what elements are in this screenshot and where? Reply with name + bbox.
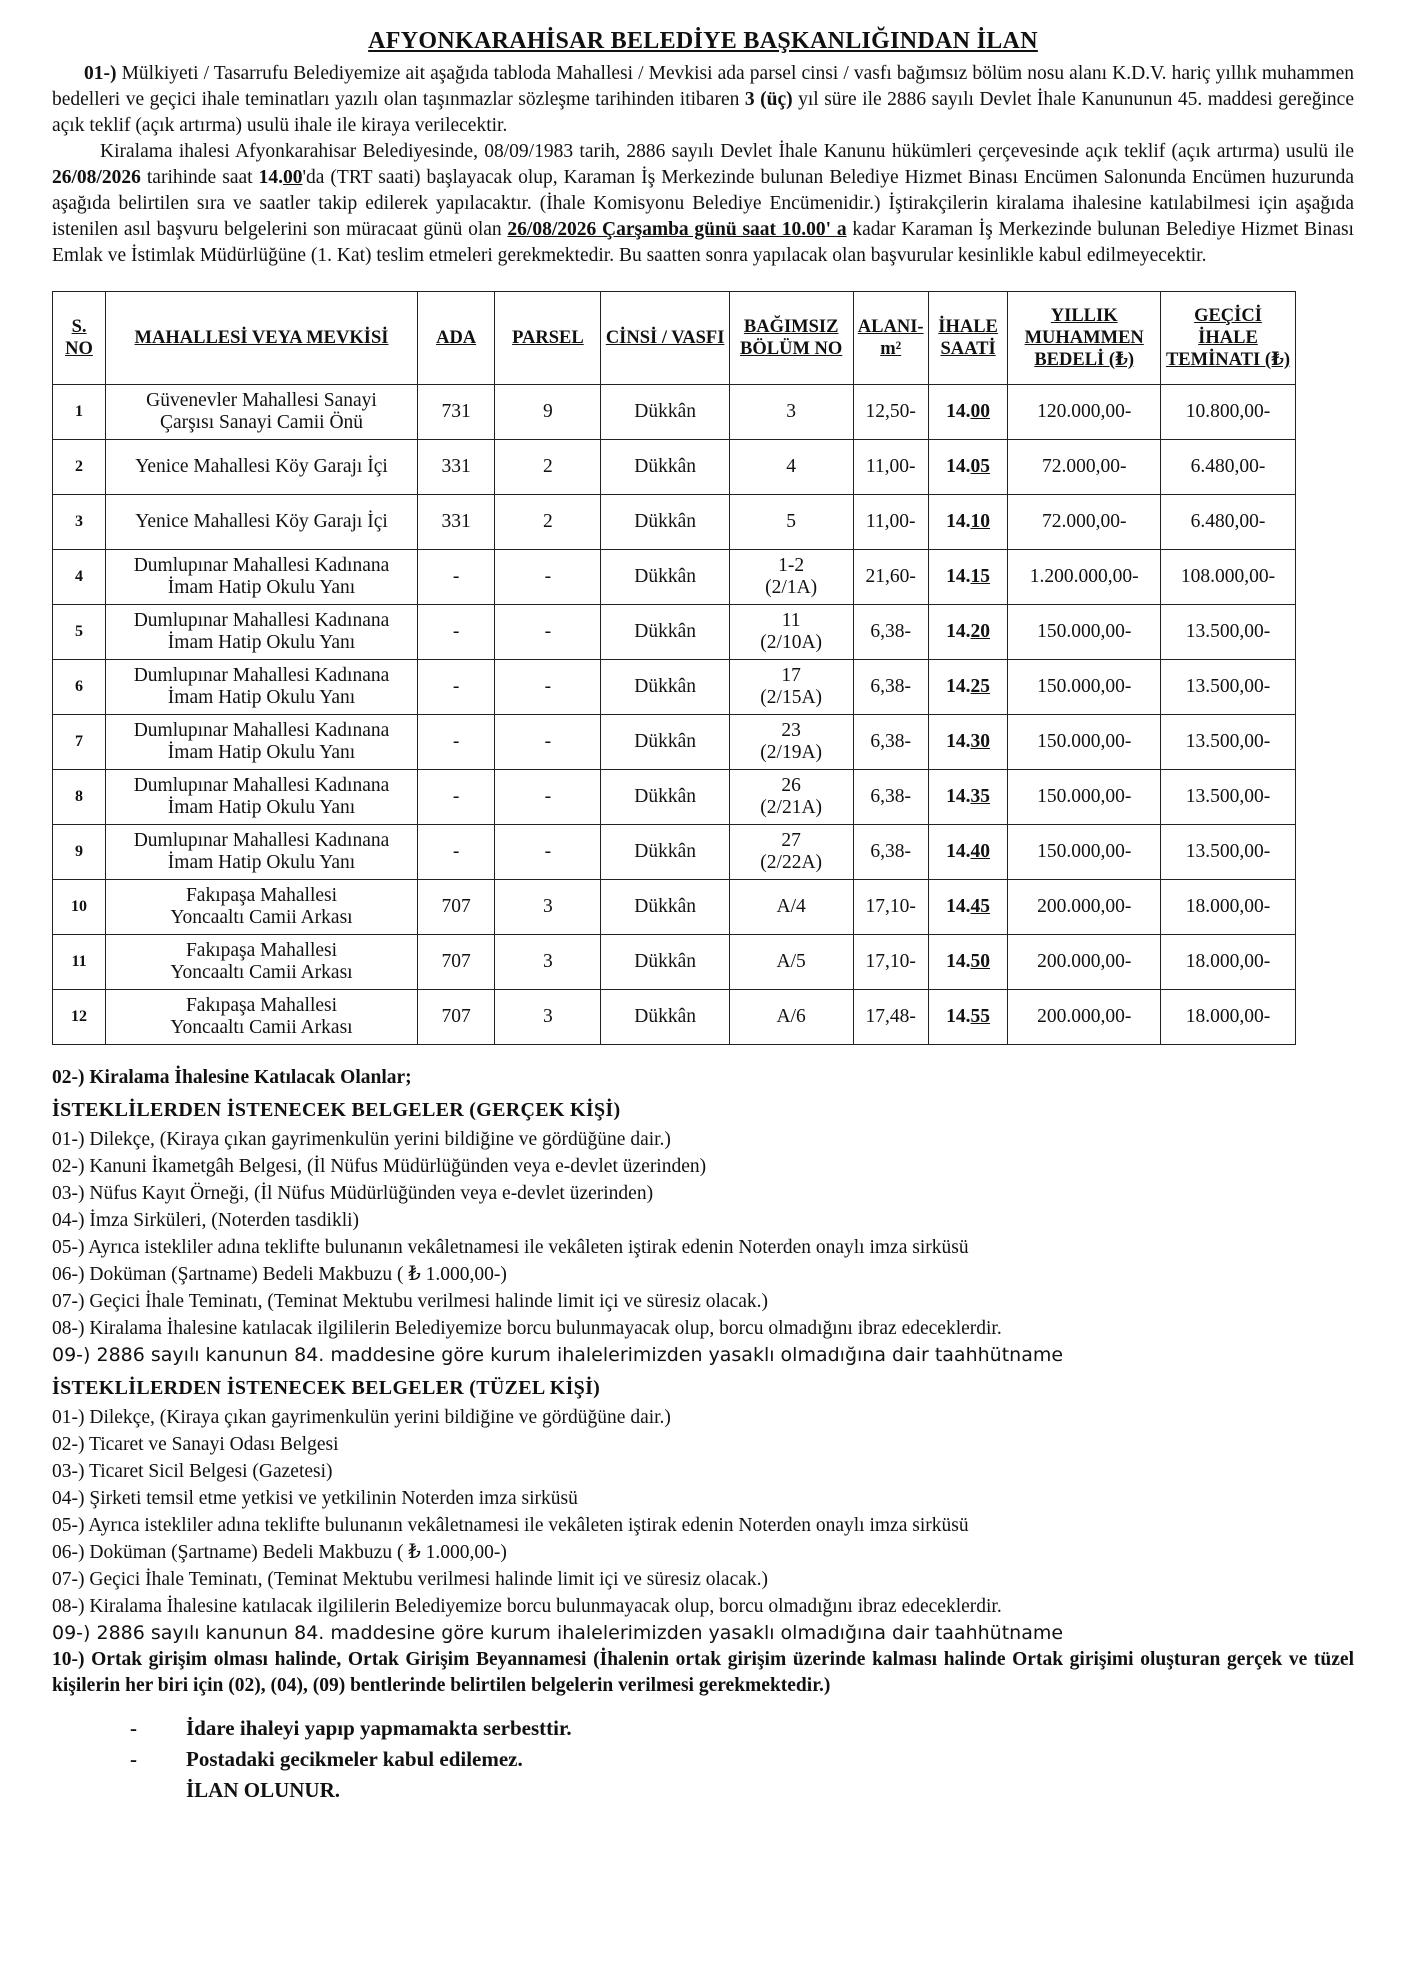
section-heading: 02-) Kiralama İhalesine Katılacak Olanlar; <box>52 1067 412 1088</box>
cell-cinsi: Dükkân <box>601 660 729 715</box>
paragraph-01 <box>52 61 1354 139</box>
cell-bedel: 120.000,00- <box>1008 385 1161 440</box>
table-row <box>53 825 1296 880</box>
cell-bedel: 200.000,00- <box>1008 990 1161 1045</box>
cell-saat: 14.00 <box>928 385 1008 440</box>
application-deadline: 26/08/2026 Çarşamba günü saat 10.00' a <box>507 219 847 240</box>
cell-mahalle: Dumlupınar Mahallesi Kadınana İmam Hatip Okulu Yanı <box>106 770 418 825</box>
cell-parsel: 2 <box>495 495 601 550</box>
cell-mahalle: Fakıpaşa Mahallesi Yoncaaltı Camii Arkası <box>106 990 418 1045</box>
cell-no: 12 <box>53 990 106 1045</box>
cell-no: 8 <box>53 770 106 825</box>
cell-ada: - <box>417 770 494 825</box>
list-item: 08-) Kiralama İhalesine katılacak ilgililerin Belediyemize borcu bulunmayacak olup, borcu olmadığını ibraz edeceklerdir. <box>52 1318 1002 1339</box>
table-body <box>53 385 1296 1045</box>
closing-notes <box>52 1713 1354 1806</box>
cell-saat: 14.35 <box>928 770 1008 825</box>
cell-cinsi: Dükkân <box>601 825 729 880</box>
table-row <box>53 385 1296 440</box>
cell-bedel: 72.000,00- <box>1008 495 1161 550</box>
cell-alan: 6,38- <box>853 605 928 660</box>
cell-mahalle: Dumlupınar Mahallesi Kadınana İmam Hatip Okulu Yanı <box>106 825 418 880</box>
cell-no: 6 <box>53 660 106 715</box>
cell-cinsi: Dükkân <box>601 935 729 990</box>
cell-teminat: 13.500,00- <box>1161 605 1296 660</box>
cell-ada: - <box>417 825 494 880</box>
cell-parsel: - <box>495 825 601 880</box>
list-item: 08-) Kiralama İhalesine katılacak ilgililerin Belediyemize borcu bulunmayacak olup, borcu olmadığını ibraz edeceklerdir. <box>52 1596 1002 1617</box>
cell-alan: 6,38- <box>853 825 928 880</box>
paragraph-02 <box>52 139 1354 269</box>
header-bedel: YILLIK MUHAMMEN BEDELİ (₺) <box>1008 292 1161 385</box>
table-row <box>53 770 1296 825</box>
cell-ada: 707 <box>417 880 494 935</box>
table-row <box>53 660 1296 715</box>
table-header-row <box>53 292 1296 385</box>
requirements-section <box>52 1065 1354 1699</box>
cell-no: 2 <box>53 440 106 495</box>
list-item: 02-) Kanuni İkametgâh Belgesi, (İl Nüfus Müdürlüğünden veya e-devlet üzerinden) <box>52 1156 707 1177</box>
cell-teminat: 13.500,00- <box>1161 770 1296 825</box>
table-row <box>53 550 1296 605</box>
cell-cinsi: Dükkân <box>601 715 729 770</box>
header-ada: ADA <box>417 292 494 385</box>
list-item: 07-) Geçici İhale Teminatı, (Teminat Mektubu verilmesi halinde limit içi ve süresiz olacak.) <box>52 1291 769 1312</box>
cell-bolum: 27 (2/22A) <box>729 825 853 880</box>
cell-cinsi: Dükkân <box>601 770 729 825</box>
cell-no: 3 <box>53 495 106 550</box>
cell-teminat: 108.000,00- <box>1161 550 1296 605</box>
cell-bolum: 17 (2/15A) <box>729 660 853 715</box>
paragraph-text: yıl süre ile 2886 sayılı Devlet İhale Kanununun 45. maddesi gereğince açık teklif (açık artırma) usulü ihale ile kiraya verilecektir. <box>52 89 1354 136</box>
list-item: 05-) Ayrıca istekliler adına teklifte bulunanın vekâletnamesi ile vekâleten iştirak edenin Noterden onaylı imza sirküsü <box>52 1237 969 1258</box>
cell-mahalle: Yenice Mahallesi Köy Garajı İçi <box>106 440 418 495</box>
cell-parsel: 3 <box>495 935 601 990</box>
closing-line <box>52 1744 1354 1775</box>
cell-teminat: 6.480,00- <box>1161 495 1296 550</box>
cell-bedel: 200.000,00- <box>1008 935 1161 990</box>
dash-bullet: - <box>130 1716 137 1740</box>
table-row <box>53 495 1296 550</box>
cell-bedel: 1.200.000,00- <box>1008 550 1161 605</box>
cell-saat: 14.45 <box>928 880 1008 935</box>
cell-mahalle: Dumlupınar Mahallesi Kadınana İmam Hatip Okulu Yanı <box>106 660 418 715</box>
table-row <box>53 935 1296 990</box>
closing-text: İdare ihaleyi yapıp yapmamakta serbesttir. <box>186 1716 572 1740</box>
cell-parsel: 3 <box>495 880 601 935</box>
paragraph-text: Kiralama ihalesi Afyonkarahisar Belediyesinde, 08/09/1983 tarih, 2886 sayılı Devlet İhale Kanunu hükümleri çerçevesinde açık teklif (açık artırma) usulü ile <box>100 141 1354 162</box>
cell-bolum: 3 <box>729 385 853 440</box>
cell-bolum: A/4 <box>729 880 853 935</box>
cell-mahalle: Güvenevler Mahallesi Sanayi Çarşısı Sanayi Camii Önü <box>106 385 418 440</box>
cell-ada: - <box>417 715 494 770</box>
table-row <box>53 715 1296 770</box>
cell-no: 1 <box>53 385 106 440</box>
table-row <box>53 990 1296 1045</box>
cell-ada: 331 <box>417 495 494 550</box>
tuzel-kisi-list <box>52 1404 1354 1620</box>
list-item: 03-) Ticaret Sicil Belgesi (Gazetesi) <box>52 1461 333 1482</box>
cell-bedel: 150.000,00- <box>1008 605 1161 660</box>
cell-parsel: - <box>495 770 601 825</box>
list-item: 07-) Geçici İhale Teminatı, (Teminat Mektubu verilmesi halinde limit içi ve süresiz olacak.) <box>52 1569 769 1590</box>
cell-ada: 707 <box>417 990 494 1045</box>
cell-bedel: 150.000,00- <box>1008 825 1161 880</box>
cell-no: 7 <box>53 715 106 770</box>
cell-bedel: 150.000,00- <box>1008 770 1161 825</box>
cell-alan: 11,00- <box>853 440 928 495</box>
paragraph-text: tarihinde saat <box>140 167 259 188</box>
cell-alan: 6,38- <box>853 770 928 825</box>
cell-parsel: - <box>495 550 601 605</box>
table-row <box>53 440 1296 495</box>
cell-mahalle: Dumlupınar Mahallesi Kadınana İmam Hatip Okulu Yanı <box>106 605 418 660</box>
table-row <box>53 605 1296 660</box>
header-cinsi: CİNSİ / VASFI <box>601 292 729 385</box>
cell-ada: 731 <box>417 385 494 440</box>
cell-alan: 12,50- <box>853 385 928 440</box>
page-title: AFYONKARAHİSAR BELEDİYE BAŞKANLIĞINDAN İLAN <box>368 28 1038 54</box>
cell-parsel: 2 <box>495 440 601 495</box>
cell-cinsi: Dükkân <box>601 385 729 440</box>
cell-alan: 17,10- <box>853 935 928 990</box>
paragraph-text: 'da (TRT saati) başlayacak olup, Karaman İş Merkezinde bulunan Belediye Hizmet Binası Encümen Salonunda Encümen huzurunda aşağıda belirtilen sıra ve saatler takip edilerek yapılacaktır. (İhale Komisyonu Belediye Encümenidir.) İştirakçilerin kiralama ihalesine katılabilmesi için aşağıda istenilen asıl başvuru belgelerini son müracaat günü olan <box>52 167 1355 240</box>
cell-bedel: 72.000,00- <box>1008 440 1161 495</box>
lease-duration: 3 (üç) <box>744 89 793 110</box>
cell-saat: 14.55 <box>928 990 1008 1045</box>
cell-alan: 21,60- <box>853 550 928 605</box>
cell-teminat: 18.000,00- <box>1161 880 1296 935</box>
header-sno: S. NO <box>53 292 106 385</box>
header-parsel: PARSEL <box>495 292 601 385</box>
cell-saat: 14.25 <box>928 660 1008 715</box>
closing-line <box>52 1713 1354 1744</box>
gercek-kisi-title: İSTEKLİLERDEN İSTENECEK BELGELER (GERÇEK KİŞİ) <box>52 1099 621 1121</box>
cell-mahalle: Yenice Mahallesi Köy Garajı İçi <box>106 495 418 550</box>
list-item: 09-) 2886 sayılı kanunun 84. maddesine göre kurum ihalelerimizden yasaklı olmadığına dair taahhütname <box>52 1344 1064 1366</box>
cell-bolum: 23 (2/19A) <box>729 715 853 770</box>
cell-bedel: 150.000,00- <box>1008 660 1161 715</box>
list-item: 09-) 2886 sayılı kanunun 84. maddesine göre kurum ihalelerimizden yasaklı olmadığına dair taahhütname <box>52 1622 1064 1644</box>
auction-time: 14.00 <box>258 167 303 188</box>
paragraph-text: Mülkiyeti / Tasarrufu Belediyemize ait aşağıda tabloda Mahallesi / Mevkisi ada parsel cinsi / vasfı bağımsız bölüm nosu alanı K.D.V. hariç yıllık muhammen bedelleri ve geçici ihale teminatları yazılı olan taşınmazlar sözleşme tarihinden itibaren <box>52 63 1354 110</box>
cell-alan: 17,48- <box>853 990 928 1045</box>
list-item: 04-) İmza Sirküleri, (Noterden tasdikli) <box>52 1210 360 1231</box>
cell-no: 9 <box>53 825 106 880</box>
list-item: 04-) Şirketi temsil etme yetkisi ve yetkilinin Noterden imza sirküsü <box>52 1488 578 1509</box>
cell-cinsi: Dükkân <box>601 550 729 605</box>
cell-mahalle: Dumlupınar Mahallesi Kadınana İmam Hatip Okulu Yanı <box>106 550 418 605</box>
list-item: 02-) Ticaret ve Sanayi Odası Belgesi <box>52 1434 339 1455</box>
cell-bolum: 26 (2/21A) <box>729 770 853 825</box>
cell-teminat: 6.480,00- <box>1161 440 1296 495</box>
cell-bolum: 5 <box>729 495 853 550</box>
cell-teminat: 18.000,00- <box>1161 935 1296 990</box>
cell-alan: 6,38- <box>853 715 928 770</box>
cell-parsel: - <box>495 660 601 715</box>
cell-cinsi: Dükkân <box>601 880 729 935</box>
header-saat: İHALE SAATİ <box>928 292 1008 385</box>
cell-teminat: 13.500,00- <box>1161 660 1296 715</box>
list-item: 01-) Dilekçe, (Kiraya çıkan gayrimenkulün yerini bildiğine ve gördüğüne dair.) <box>52 1407 671 1428</box>
closing-line <box>52 1775 1354 1806</box>
cell-cinsi: Dükkân <box>601 440 729 495</box>
cell-ada: 331 <box>417 440 494 495</box>
cell-bolum: 4 <box>729 440 853 495</box>
tuzel-kisi-title: İSTEKLİLERDEN İSTENECEK BELGELER (TÜZEL KİŞİ) <box>52 1377 601 1399</box>
paragraph-number: 01-) <box>84 63 117 84</box>
cell-no: 4 <box>53 550 106 605</box>
cell-ada: - <box>417 605 494 660</box>
cell-saat: 14.05 <box>928 440 1008 495</box>
announcement-page <box>52 28 1354 1806</box>
ilan-olunur: İLAN OLUNUR. <box>186 1778 341 1802</box>
list-item: 06-) Doküman (Şartname) Bedeli Makbuzu ( ₺ 1.000,00-) <box>52 1264 507 1285</box>
list-item: 05-) Ayrıca istekliler adına teklifte bulunanın vekâletnamesi ile vekâleten iştirak edenin Noterden onaylı imza sirküsü <box>52 1515 969 1536</box>
cell-parsel: 3 <box>495 990 601 1045</box>
cell-cinsi: Dükkân <box>601 495 729 550</box>
dash-bullet: - <box>130 1747 137 1771</box>
cell-bedel: 200.000,00- <box>1008 880 1161 935</box>
cell-mahalle: Dumlupınar Mahallesi Kadınana İmam Hatip Okulu Yanı <box>106 715 418 770</box>
cell-parsel: - <box>495 605 601 660</box>
cell-ada: - <box>417 550 494 605</box>
cell-no: 10 <box>53 880 106 935</box>
cell-ada: 707 <box>417 935 494 990</box>
cell-alan: 11,00- <box>853 495 928 550</box>
cell-saat: 14.30 <box>928 715 1008 770</box>
cell-alan: 17,10- <box>853 880 928 935</box>
auction-date: 26/08/2026 <box>52 167 141 188</box>
cell-saat: 14.40 <box>928 825 1008 880</box>
list-item: 06-) Doküman (Şartname) Bedeli Makbuzu ( ₺ 1.000,00-) <box>52 1542 507 1563</box>
cell-bolum: A/5 <box>729 935 853 990</box>
gercek-kisi-list <box>52 1126 1354 1342</box>
cell-cinsi: Dükkân <box>601 990 729 1045</box>
list-item: 01-) Dilekçe, (Kiraya çıkan gayrimenkulün yerini bildiğine ve gördüğüne dair.) <box>52 1129 671 1150</box>
cell-saat: 14.15 <box>928 550 1008 605</box>
closing-text: Postadaki gecikmeler kabul edilemez. <box>186 1747 523 1771</box>
cell-mahalle: Fakıpaşa Mahallesi Yoncaaltı Camii Arkası <box>106 935 418 990</box>
cell-alan: 6,38- <box>853 660 928 715</box>
property-table <box>52 291 1296 1045</box>
cell-no: 5 <box>53 605 106 660</box>
cell-bolum: A/6 <box>729 990 853 1045</box>
header-teminat: GEÇİCİ İHALE TEMİNATI (₺) <box>1161 292 1296 385</box>
cell-parsel: 9 <box>495 385 601 440</box>
cell-cinsi: Dükkân <box>601 605 729 660</box>
cell-bolum: 1-2 (2/1A) <box>729 550 853 605</box>
header-mahalle: MAHALLESİ VEYA MEVKİSİ <box>106 292 418 385</box>
cell-teminat: 10.800,00- <box>1161 385 1296 440</box>
cell-teminat: 18.000,00- <box>1161 990 1296 1045</box>
cell-teminat: 13.500,00- <box>1161 825 1296 880</box>
cell-saat: 14.10 <box>928 495 1008 550</box>
header-alan: ALANI- m² <box>853 292 928 385</box>
cell-bedel: 150.000,00- <box>1008 715 1161 770</box>
list-item: 10-) Ortak girişim olması halinde, Ortak Girişim Beyannamesi (İhalenin ortak girişim üzerinde kalması halinde Ortak girişimi oluşturan gerçek ve tüzel kişilerin her biri için (02), (04), (09) bentlerinde belirtilen belgelerin verilmesi gerekmektedir.) <box>52 1649 1354 1696</box>
cell-ada: - <box>417 660 494 715</box>
header-bolum: BAĞIMSIZ BÖLÜM NO <box>729 292 853 385</box>
cell-teminat: 13.500,00- <box>1161 715 1296 770</box>
list-item: 03-) Nüfus Kayıt Örneği, (İl Nüfus Müdürlüğünden veya e-devlet üzerinden) <box>52 1183 654 1204</box>
cell-mahalle: Fakıpaşa Mahallesi Yoncaaltı Camii Arkası <box>106 880 418 935</box>
table-row <box>53 880 1296 935</box>
cell-bolum: 11 (2/10A) <box>729 605 853 660</box>
cell-saat: 14.50 <box>928 935 1008 990</box>
cell-saat: 14.20 <box>928 605 1008 660</box>
cell-parsel: - <box>495 715 601 770</box>
paragraph-text: kadar Karaman İş Merkezinde bulunan Belediye Hizmet Binası Emlak ve İstimlak Müdürlüğüne (1. Kat) teslim etmeleri gerekmektedir. Bu saatten sonra yapılacak olan başvurular kesinlikle kabul edilmeyecektir. <box>52 219 1354 266</box>
cell-no: 11 <box>53 935 106 990</box>
